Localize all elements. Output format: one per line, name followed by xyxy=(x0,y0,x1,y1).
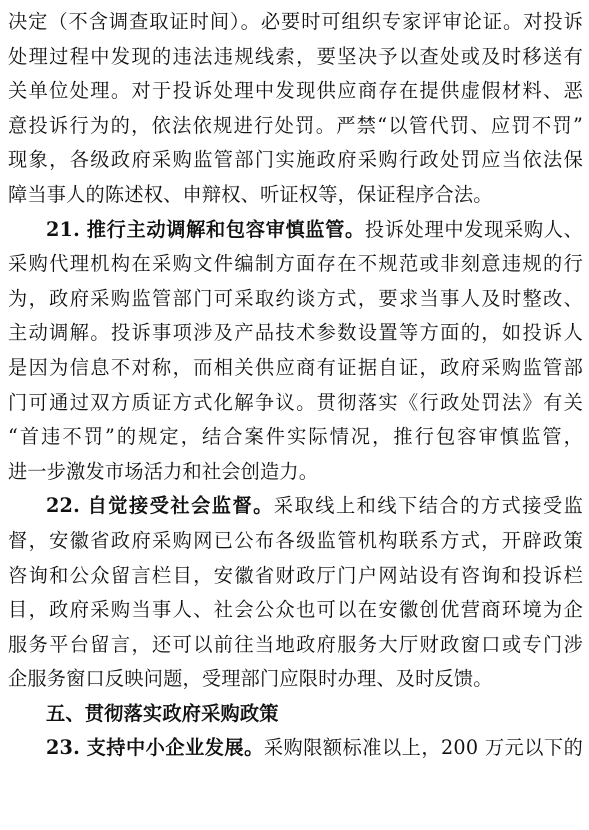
item-number: 22. xyxy=(46,494,80,518)
document-page xyxy=(8,5,583,766)
text-line: 采购代理机构在采购文件编制方面存在不规范或非刻意违规的行 xyxy=(8,252,583,276)
text-line: 督，安徽省政府采购网已公布各级监管机构联系方式，开辟政策 xyxy=(8,528,583,552)
text-segment: 采取线上和线下结合的方式接受监 xyxy=(273,494,583,518)
paragraph-first-line xyxy=(8,731,583,766)
item-number: 23. xyxy=(46,736,80,760)
paragraph-first-line xyxy=(8,489,583,524)
text-line: 障当事人的陈述权、申辩权、听证权等，保证程序合法。 xyxy=(8,182,493,206)
text-line: 目，政府采购当事人、社会公众也可以在安徽创优营商环境为企 xyxy=(8,598,583,622)
text-segment: 采购限额标准以上，200 万元以下的 xyxy=(263,736,583,760)
text-line: 主动调解。投诉事项涉及产品技术参数设置等方面的，如投诉人 xyxy=(8,321,583,345)
paragraph-22 xyxy=(8,489,583,697)
paragraph-21 xyxy=(8,213,583,490)
text-line: 处理过程中发现的违法违规线索，要坚决予以查处或及时移送有 xyxy=(8,44,583,68)
paragraph-23 xyxy=(8,731,583,766)
text-line: 意投诉行为的，依法依规进行处罚。严禁“以管代罚、应罚不罚” xyxy=(8,113,583,137)
item-heading: 自觉接受社会监督。 xyxy=(87,494,274,518)
item-number: 21. xyxy=(46,217,80,241)
text-line: 为，政府采购监管部门可采取约谈方式，要求当事人及时整改、 xyxy=(8,286,583,310)
text-line: 决定（不含调查取证时间）。必要时可组织专家评审论证。对投诉 xyxy=(8,10,583,33)
text-line: “首违不罚”的规定，结合案件实际情况，推行包容审慎监管， xyxy=(8,425,583,449)
text-line: 门可通过双方质证方式化解争议。贯彻落实《行政处罚法》有关 xyxy=(8,390,583,414)
text-line: 关单位处理。对于投诉处理中发现供应商存在提供虚假材料、恶 xyxy=(8,79,583,103)
text-line: 企服务窗口反映问题，受理部门应限时办理、及时反馈。 xyxy=(8,667,493,691)
text-line: 进一步激发市场活力和社会创造力。 xyxy=(8,459,319,483)
paragraph-continuation xyxy=(8,5,583,213)
text-segment: 投诉处理中发现采购人、 xyxy=(364,217,583,241)
text-line: 是因为信息不对称，而相关供应商有证据自证，政府采购监管部 xyxy=(8,355,583,379)
paragraph-first-line xyxy=(8,213,583,248)
text-line: 现象，各级政府采购监管部门实施政府采购行政处罚应当依法保 xyxy=(8,148,583,172)
item-heading: 支持中小企业发展。 xyxy=(86,736,264,760)
item-heading: 推行主动调解和包容审慎监管。 xyxy=(86,217,365,241)
text-line: 咨询和公众留言栏目，安徽省财政厅门户网站设有咨询和投诉栏 xyxy=(8,563,583,587)
section-heading: 五、贯彻落实政府采购政策 xyxy=(46,701,279,725)
text-line: 服务平台留言，还可以前往当地政府服务大厅财政窗口或专门涉 xyxy=(8,632,583,656)
